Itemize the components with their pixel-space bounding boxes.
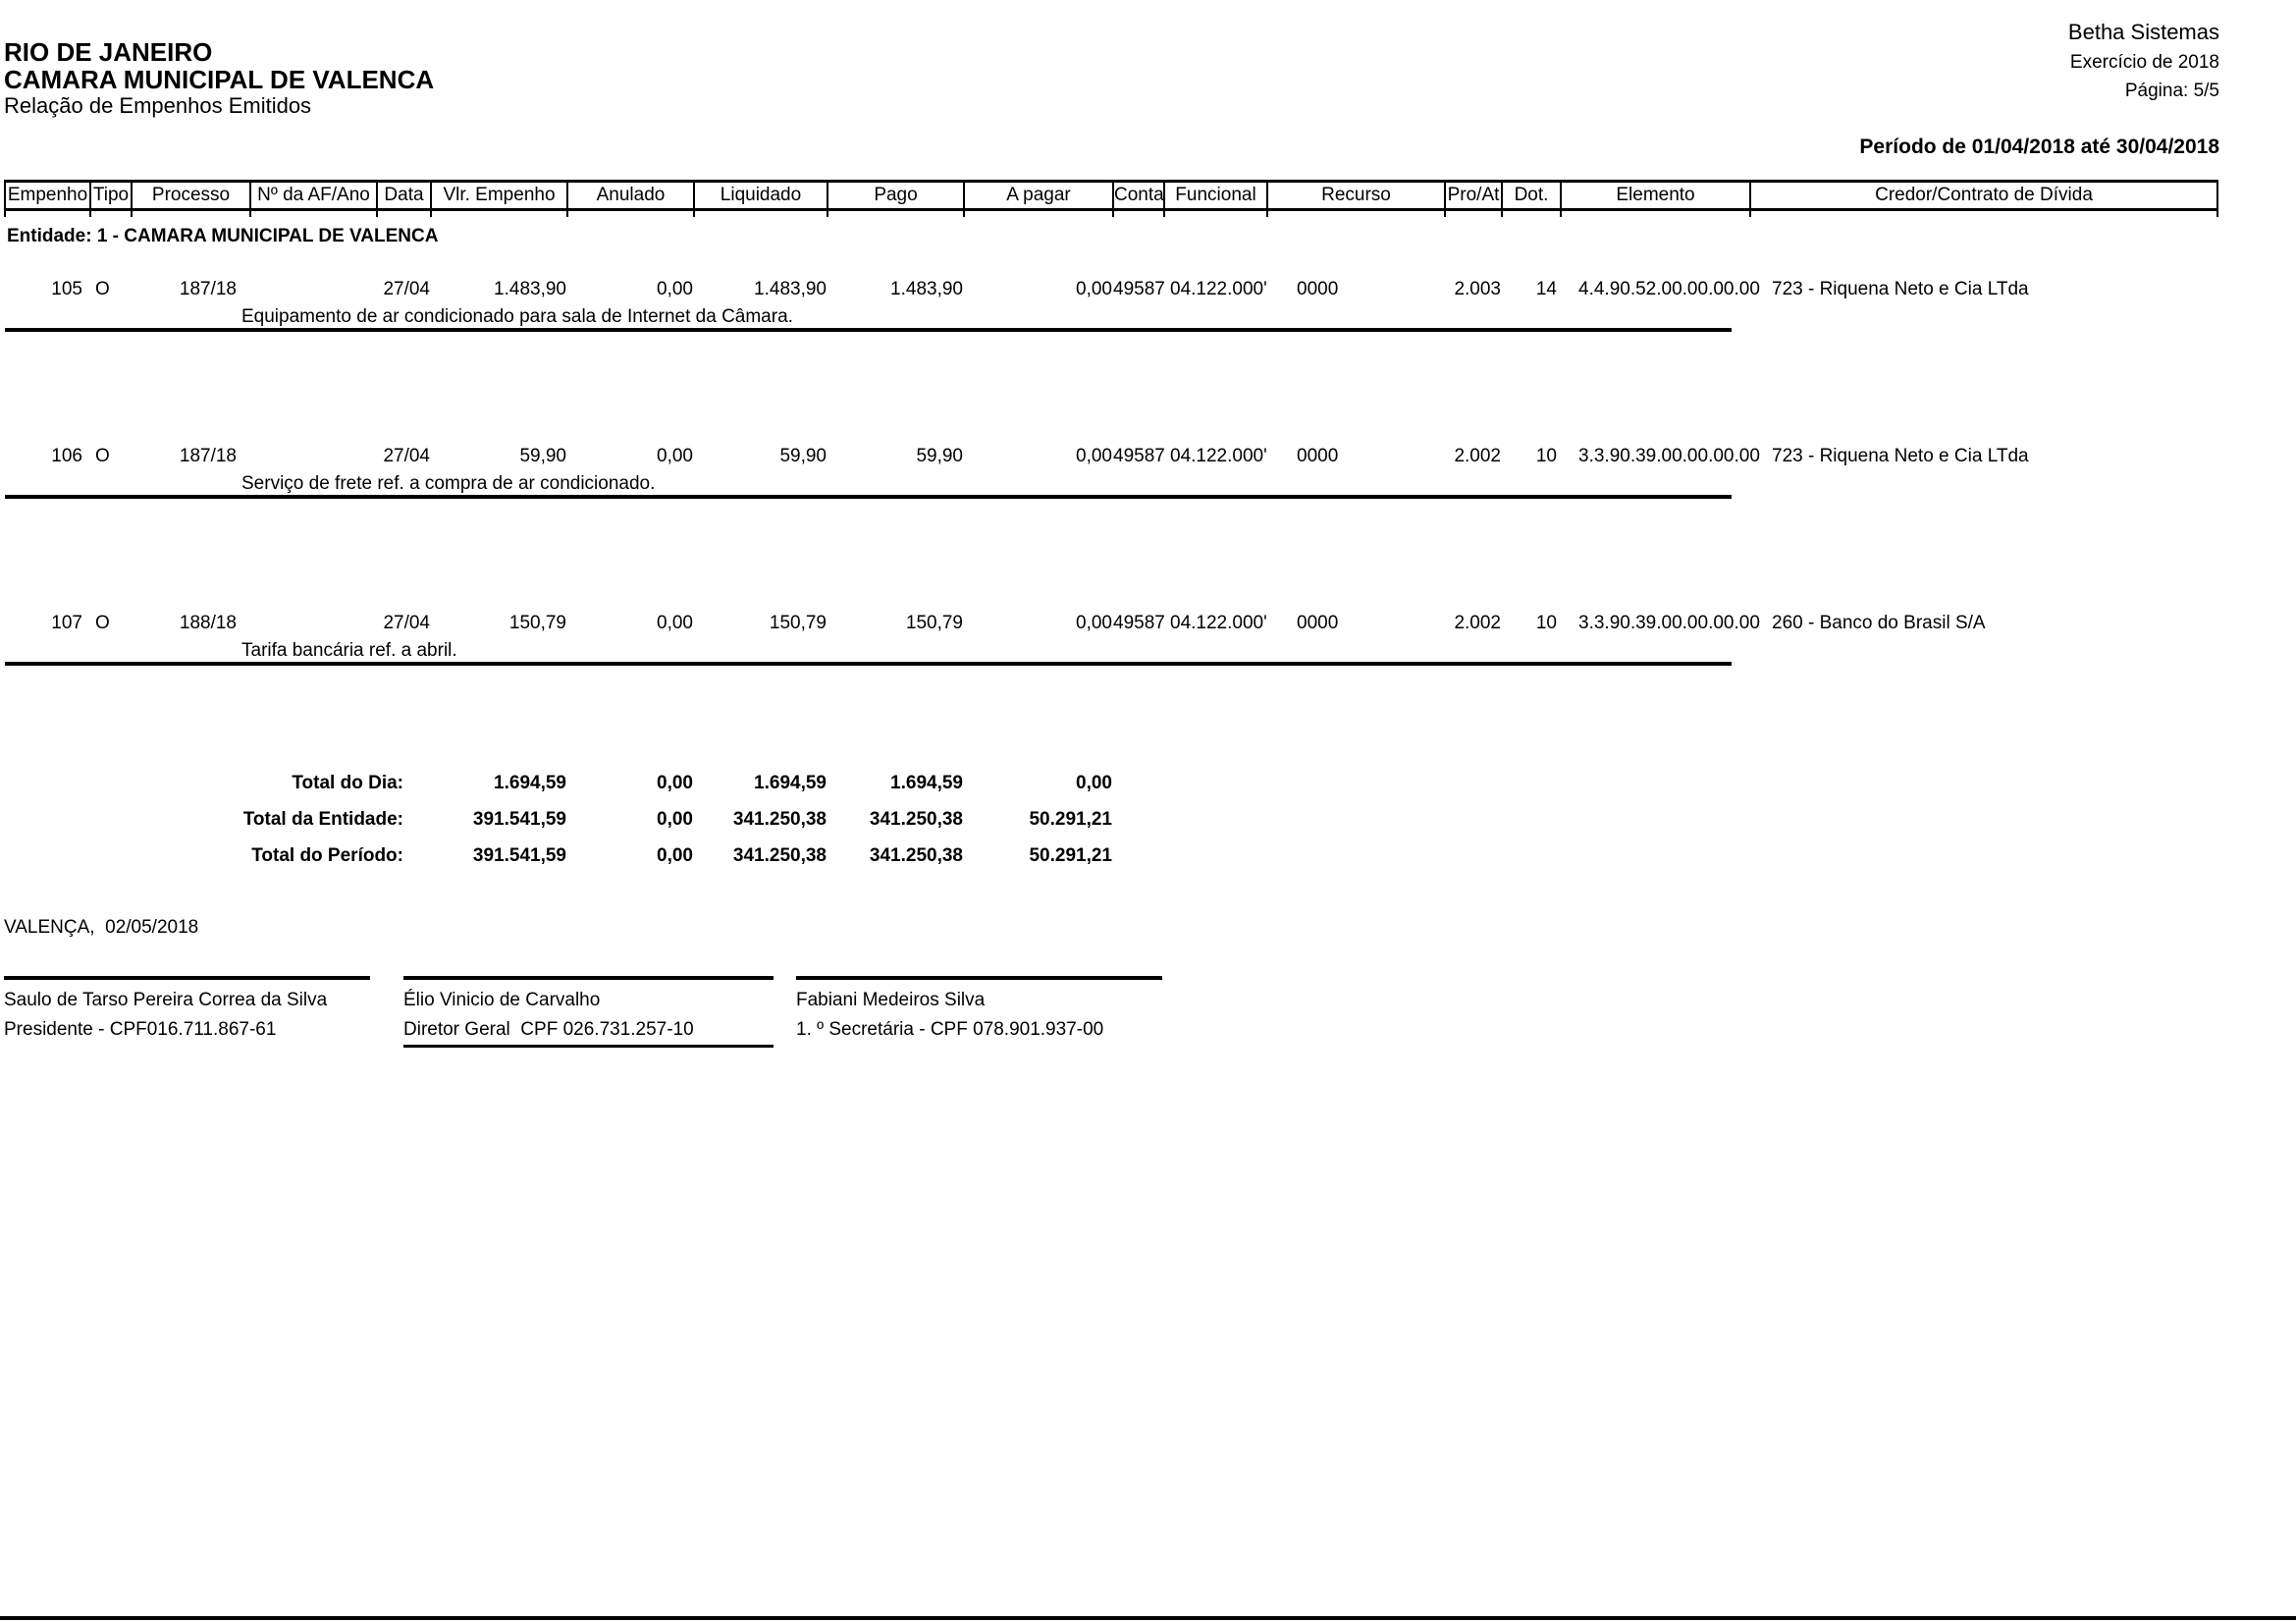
total-pago: 341.250,38 [869,844,963,866]
cell-credor: 723 - Riquena Neto e Cia LTda [1772,279,2029,299]
separator-line [5,495,1732,499]
separator-line [5,662,1732,666]
cell-credor: 723 - Riquena Neto e Cia LTda [1772,446,2029,466]
cell-elemento: 4.4.90.52.00.00.00.00 [1578,279,1760,299]
separator-line [5,328,1732,332]
cell-pro-at: 2.002 [1454,613,1501,633]
report-title: Relação de Empenhos Emitidos [4,93,312,118]
column-header-recurso: Recurso [1267,182,1445,210]
signature-line [403,976,774,980]
cell-pro-at: 2.002 [1454,446,1501,466]
entity-header-row [5,217,2217,247]
cell-funcional: 04.122.000' [1170,279,1267,299]
cell-recurso: 0000 [1297,279,1339,299]
total-row-period [5,838,2217,874]
empenho-description: Tarifa bancária ref. a abril. [241,640,457,661]
cell-dot: 10 [1535,613,1557,633]
column-header-anulado: Anulado [567,182,694,210]
row-description [5,634,2217,662]
column-header-dot: Dot. [1502,182,1561,210]
cell-data: 27/04 [383,446,430,466]
signature-line [4,976,370,980]
cell-vlr-empenho: 1.483,90 [494,279,566,299]
total-a-pagar: 50.291,21 [1029,808,1112,830]
row-separator [5,328,2217,338]
table-row [5,581,2217,634]
cell-conta: 49587 [1113,613,1165,633]
signature-block [796,976,1162,1041]
exercise-label: Exercício de 2018 [2069,52,2219,73]
row-separator [5,662,2217,672]
row-description [5,467,2217,495]
total-vlr-empenho: 391.541,59 [472,844,566,866]
cell-pago: 1.483,90 [890,279,963,299]
total-row-entity [5,801,2217,838]
total-a-pagar: 50.291,21 [1029,844,1112,866]
signatory-name: Fabiani Medeiros Silva [796,990,986,1010]
place-date: VALENÇA, 02/05/2018 [4,917,199,938]
column-header-data: Data [377,182,431,210]
cell-recurso: 0000 [1297,613,1339,633]
total-vlr-empenho: 391.541,59 [472,808,566,830]
table-row [5,247,2217,300]
state-name: RIO DE JANEIRO [4,37,213,67]
column-header-af-ano: Nº da AF/Ano [250,182,377,210]
cell-conta: 49587 [1113,446,1165,466]
total-label: Total do Dia: [292,772,403,793]
cell-processo: 187/18 [179,279,237,299]
page-bottom-rule [0,1616,2296,1620]
cell-anulado: 0,00 [657,279,693,299]
page-number: Página: 5/5 [2124,81,2219,101]
cell-liquidado: 1.483,90 [754,279,827,299]
cell-processo: 187/18 [179,446,237,466]
cell-af-ano [250,414,377,467]
organization-name: CAMARA MUNICIPAL DE VALENCA [4,65,435,94]
column-header-a-pagar: A pagar [964,182,1113,210]
cell-funcional: 04.122.000' [1170,613,1267,633]
cell-a-pagar: 0,00 [1076,279,1112,299]
entity-header: Entidade: 1 - CAMARA MUNICIPAL DE VALENCA [7,226,439,246]
cell-liquidado: 150,79 [769,613,827,633]
cell-empenho: 105 [51,279,82,299]
total-row-day [5,765,2217,801]
signature-block [4,976,370,1041]
signatory-title: 1. º Secretária - CPF 078.901.937-00 [796,1019,1104,1040]
signatory-name: Saulo de Tarso Pereira Correa da Silva [4,990,328,1010]
period-label: Período de 01/04/2018 até 30/04/2018 [1859,135,2219,158]
column-header-liquidado: Liquidado [694,182,828,210]
cell-liquidado: 59,90 [779,446,827,466]
cell-funcional: 04.122.000' [1170,446,1267,466]
cell-credor: 260 - Banco do Brasil S/A [1772,613,1986,633]
signature-line [796,976,1162,980]
signature-bottom-line [403,1045,774,1048]
column-header-credor: Credor/Contrato de Dívida [1750,182,2217,210]
cell-processo: 188/18 [179,613,237,633]
total-anulado: 0,00 [657,808,693,830]
column-header-empenho: Empenho [5,182,90,210]
total-anulado: 0,00 [657,772,693,793]
empenho-description: Serviço de frete ref. a compra de ar condicionado. [241,473,656,494]
row-description [5,300,2217,328]
column-header-pro-at: Pro/At [1445,182,1502,210]
cell-recurso: 0000 [1297,446,1339,466]
total-a-pagar: 0,00 [1076,772,1112,793]
signatory-name: Élio Vinicio de Carvalho [403,990,601,1010]
empenhos-table [4,180,2218,874]
header-border-stubs [5,210,2217,218]
total-liquidado: 1.694,59 [754,772,827,793]
column-header-processo: Processo [132,182,250,210]
cell-anulado: 0,00 [657,613,693,633]
cell-tipo: O [95,613,110,633]
total-liquidado: 341.250,38 [732,844,827,866]
empenho-description: Equipamento de ar condicionado para sala de Internet da Câmara. [241,306,793,327]
table-header-row [5,182,2217,210]
cell-elemento: 3.3.90.39.00.00.00.00 [1578,613,1760,633]
column-header-elemento: Elemento [1561,182,1750,210]
total-vlr-empenho: 1.694,59 [494,772,566,793]
cell-elemento: 3.3.90.39.00.00.00.00 [1578,446,1760,466]
cell-pago: 59,90 [916,446,963,466]
signature-block [403,976,774,1048]
cell-anulado: 0,00 [657,446,693,466]
cell-conta: 49587 [1113,279,1165,299]
cell-dot: 14 [1535,279,1557,299]
empenhos-table-wrapper [4,180,2218,874]
cell-a-pagar: 0,00 [1076,613,1112,633]
total-label: Total do Período: [251,844,403,866]
cell-dot: 10 [1535,446,1557,466]
signatory-title: Diretor Geral CPF 026.731.257-10 [403,1019,694,1040]
cell-pago: 150,79 [905,613,963,633]
vendor-name: Betha Sistemas [2067,20,2219,44]
cell-pro-at: 2.003 [1454,279,1501,299]
table-row [5,414,2217,467]
cell-a-pagar: 0,00 [1076,446,1112,466]
total-pago: 1.694,59 [890,772,963,793]
total-anulado: 0,00 [657,844,693,866]
column-header-conta: Conta [1113,182,1164,210]
total-label: Total da Entidade: [242,808,403,830]
column-header-vlr-empenho: Vlr. Empenho [431,182,567,210]
signatory-title: Presidente - CPF016.711.867-61 [4,1019,277,1040]
cell-data: 27/04 [383,613,430,633]
total-liquidado: 341.250,38 [732,808,827,830]
cell-vlr-empenho: 150,79 [508,613,566,633]
row-separator [5,495,2217,505]
cell-empenho: 106 [51,446,82,466]
column-header-pago: Pago [828,182,964,210]
cell-tipo: O [95,446,110,466]
column-header-funcional: Funcional [1164,182,1267,210]
cell-tipo: O [95,279,110,299]
cell-empenho: 107 [51,613,82,633]
cell-af-ano [250,581,377,634]
cell-data: 27/04 [383,279,430,299]
total-pago: 341.250,38 [869,808,963,830]
cell-af-ano [250,247,377,300]
cell-vlr-empenho: 59,90 [519,446,566,466]
column-header-tipo: Tipo [90,182,132,210]
